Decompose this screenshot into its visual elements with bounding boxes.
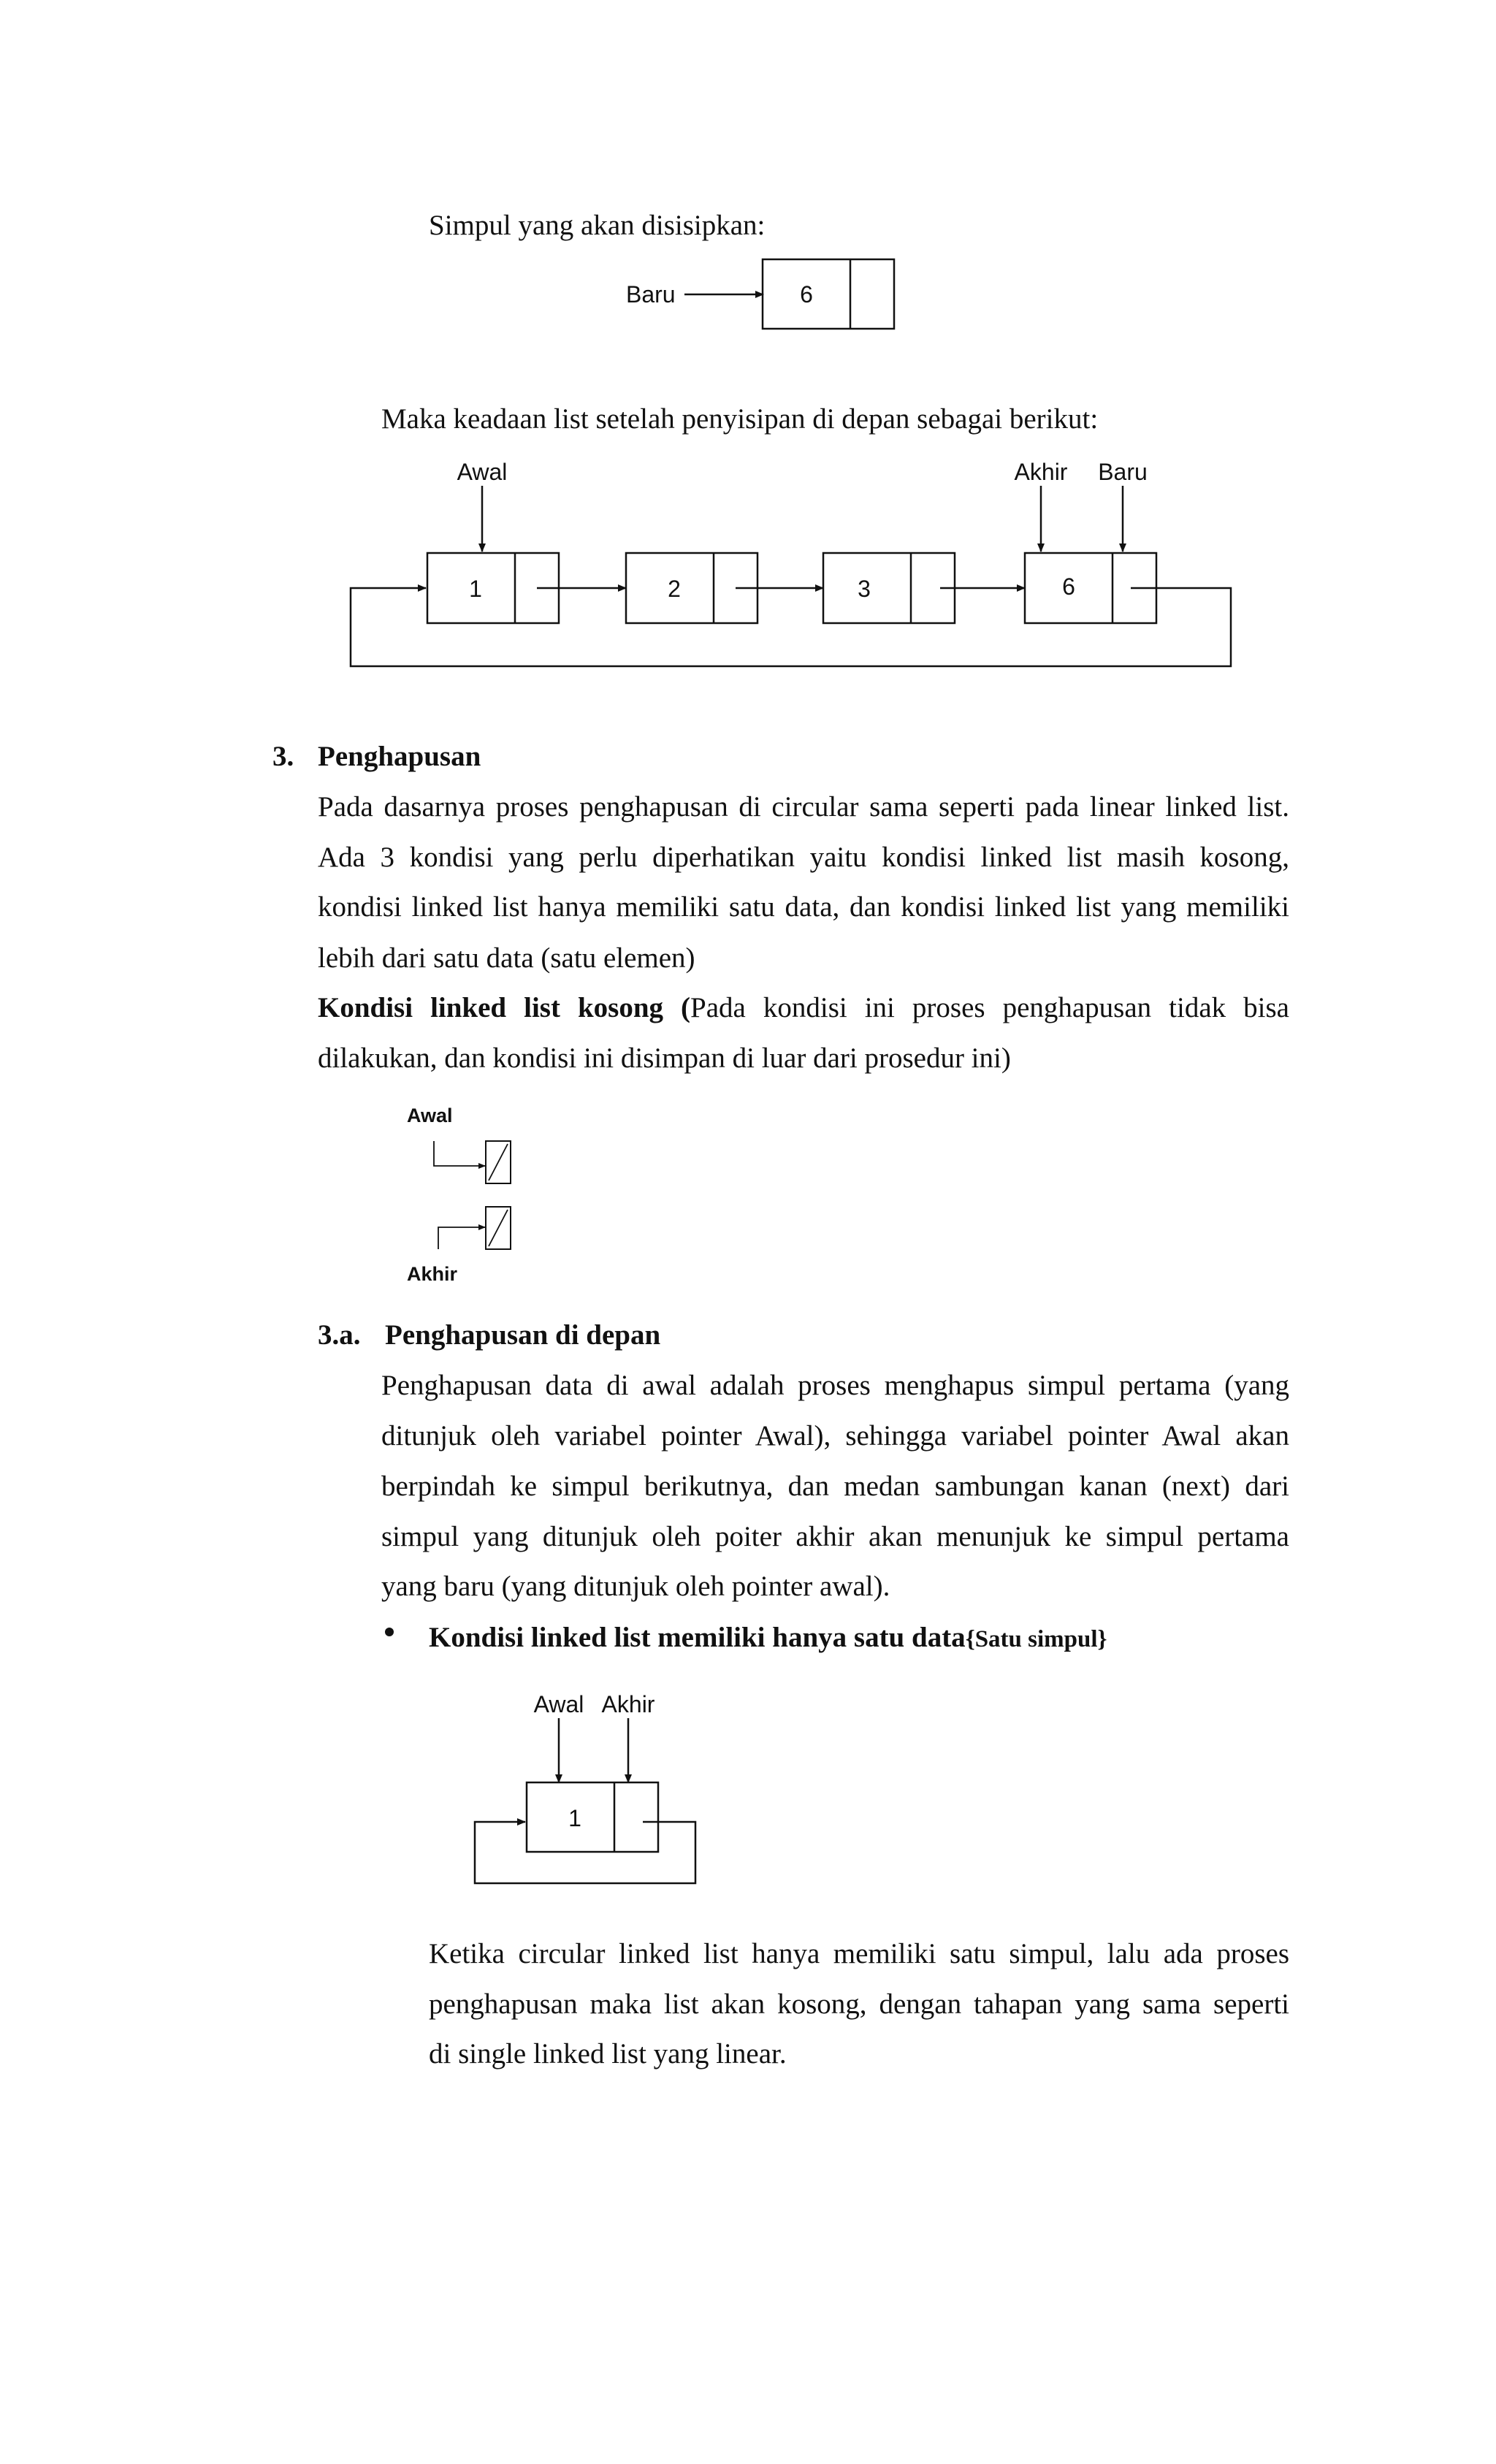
bullet-kondisi-satu-data (429, 1623, 1107, 1652)
circular-list-diagram (351, 459, 1231, 666)
section3-para-line-3: kondisi linked list hanya memiliki satu data, dan kondisi linked list yang memiliki (318, 891, 1289, 923)
bullet-bold-text: Kondisi linked list memiliki hanya satu data (429, 1622, 966, 1653)
section3a-para-line-5: yang baru (yang ditunjuk oleh pointer awal). (381, 1571, 890, 1602)
single-akhir-label: Akhir (601, 1691, 655, 1717)
baru-label: Baru (626, 281, 676, 308)
section3a-number: 3.a. (318, 1319, 361, 1351)
section3-para-line-4: lebih dari satu data (satu elemen) (318, 942, 695, 974)
section3-para-line-1: Pada dasarnya proses penghapusan di circular sama seperti pada linear linked list. (318, 791, 1289, 823)
pointer-awal-label: Awal (457, 459, 508, 485)
intro-simpul-text: Simpul yang akan disisipkan: (429, 210, 766, 241)
kosong-text-1: Pada kondisi ini proses penghapusan tidak bisa (690, 992, 1289, 1023)
empty-list-diagram (407, 1105, 511, 1285)
bullet-dot (385, 1628, 394, 1636)
single-awal-label: Awal (533, 1691, 584, 1717)
section3a-para-line-1: Penghapusan data di awal adalah proses menghapus simpul pertama (yang (381, 1370, 1289, 1401)
empty-akhir-label: Akhir (407, 1263, 458, 1285)
kosong-bold-label: Kondisi linked list kosong ( (318, 992, 691, 1023)
list-node-1-value: 1 (469, 576, 482, 602)
section3-title: Penghapusan (318, 741, 481, 772)
single-node-diagram (475, 1691, 695, 1883)
section3a-para-line-2: ditunjuk oleh variabel pointer Awal), sehingga variabel pointer Awal akan (381, 1420, 1289, 1452)
section3-number: 3. (272, 741, 294, 772)
section3a-para-line-3: berpindah ke simpul berikutnya, dan medan sambungan kanan (next) dari (381, 1471, 1289, 1502)
section3a-para-line-4: simpul yang ditunjuk oleh poiter akhir akan menunjuk ke simpul pertama (381, 1521, 1289, 1552)
kosong-line-2: dilakukan, dan kondisi ini disimpan di luar dari prosedur ini) (318, 1042, 1011, 1074)
empty-awal-label: Awal (407, 1105, 453, 1126)
single-node-value: 1 (568, 1805, 581, 1831)
bullet-small-text: {Satu simpul} (965, 1626, 1107, 1652)
closing-line-3: di single linked list yang linear. (429, 2038, 787, 2070)
after-insert-caption: Maka keadaan list setelah penyisipan di depan sebagai berikut: (381, 403, 1099, 435)
list-node-2-value: 2 (668, 576, 681, 602)
section3-para-line-2: Ada 3 kondisi yang perlu diperhatikan yaitu kondisi linked list masih kosong, (318, 842, 1289, 873)
list-node-3-value: 3 (858, 576, 871, 602)
kosong-line-1 (318, 993, 1289, 1022)
baru-node-value: 6 (800, 281, 813, 308)
baru-node-diagram (626, 259, 894, 329)
pointer-akhir-label: Akhir (1014, 459, 1068, 485)
closing-line-2: penghapusan maka list akan kosong, dengan tahapan yang sama seperti (429, 1988, 1289, 2020)
circular-back-link (351, 588, 1231, 666)
single-node-box (527, 1782, 658, 1852)
list-node-6-value: 6 (1062, 573, 1075, 600)
baru-node-box (763, 259, 894, 329)
closing-line-1: Ketika circular linked list hanya memiliki satu simpul, lalu ada proses (429, 1938, 1289, 1969)
list-node-3 (823, 553, 955, 623)
pointer-baru-label: Baru (1098, 459, 1148, 485)
section3a-title: Penghapusan di depan (385, 1319, 661, 1351)
